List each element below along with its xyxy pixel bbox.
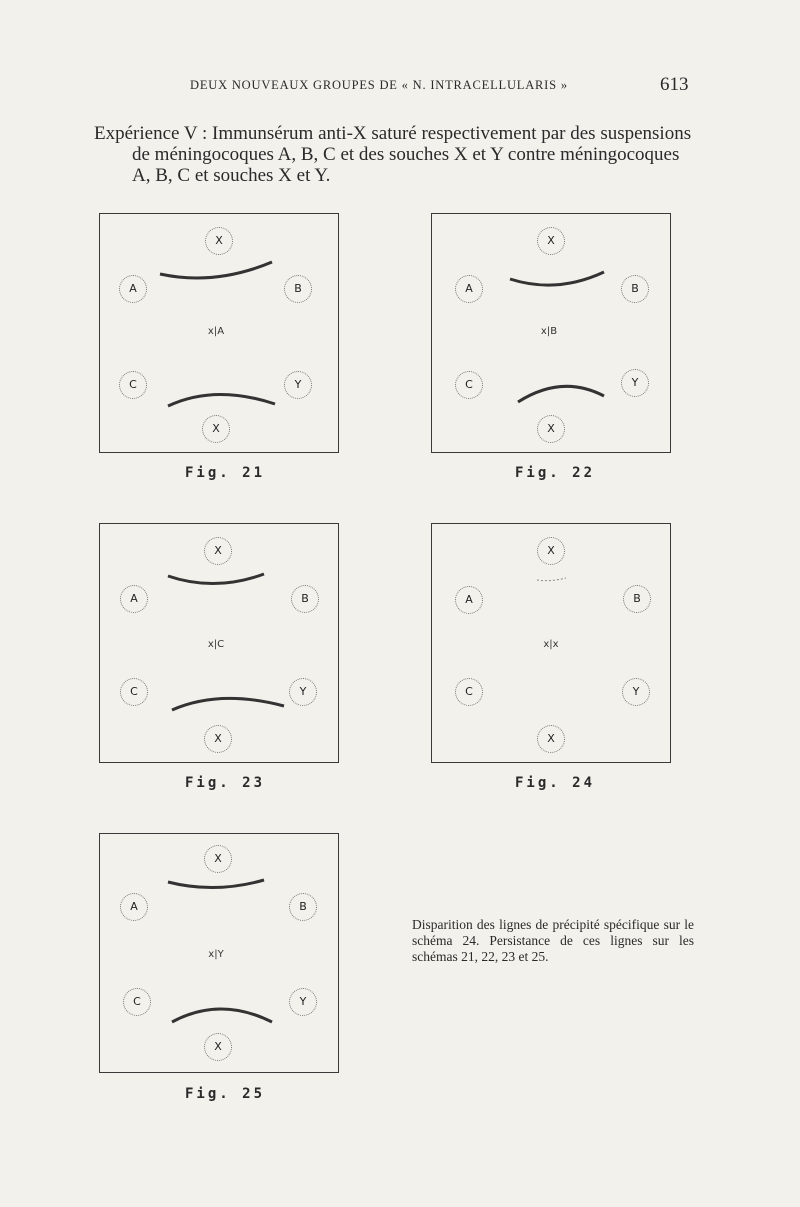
well-lower-right: Y [289, 988, 317, 1016]
well-right: B [623, 585, 651, 613]
well-center: x|x [543, 639, 559, 650]
page-number: 613 [660, 74, 689, 95]
well-lower-right: Y [289, 678, 317, 706]
figure-22-caption: Fig. 22 [515, 465, 596, 481]
upper-precipitin-line [168, 880, 264, 888]
well-top: X [537, 227, 565, 255]
figure-22-diagram [431, 213, 671, 453]
well-lower-left: C [455, 678, 483, 706]
intro-line-2: de méningocoques A, B, C et des souches X et Y contre méningocoques [132, 144, 680, 165]
well-lower-left: C [123, 988, 151, 1016]
well-lower-right: Y [622, 678, 650, 706]
lower-precipitin-line [168, 394, 275, 406]
well-left: A [455, 586, 483, 614]
well-lower-right: Y [284, 371, 312, 399]
well-right: B [621, 275, 649, 303]
well-left: A [119, 275, 147, 303]
well-center: x|Y [208, 949, 224, 960]
figure-24-diagram [431, 523, 671, 763]
running-head: DEUX NOUVEAUX GROUPES DE « N. INTRACELLULARIS » [190, 78, 568, 92]
well-bottom: X [204, 725, 232, 753]
well-left: A [455, 275, 483, 303]
upper-precipitin-line [160, 262, 272, 278]
lower-precipitin-line [172, 1009, 272, 1022]
well-top: X [537, 537, 565, 565]
well-center: x|C [207, 639, 225, 650]
well-center: x|B [540, 326, 558, 337]
well-top: X [204, 537, 232, 565]
figure-21-diagram [99, 213, 339, 453]
figure-25-diagram [99, 833, 339, 1073]
well-lower-left: C [119, 371, 147, 399]
upper-precipitin-line [510, 272, 604, 285]
well-bottom: X [537, 415, 565, 443]
figure-23-diagram [99, 523, 339, 763]
well-top: X [204, 845, 232, 873]
upper-precipitin-line [168, 574, 264, 584]
intro-line-3: A, B, C et souches X et Y. [132, 165, 331, 186]
faint-upper-trace [537, 578, 566, 581]
well-left: A [120, 585, 148, 613]
well-left: A [120, 893, 148, 921]
figure-23-caption: Fig. 23 [185, 775, 266, 791]
well-bottom: X [202, 415, 230, 443]
lower-precipitin-line [518, 386, 604, 402]
well-bottom: X [204, 1033, 232, 1061]
intro-line-1: Expérience V : Immunsérum anti-X saturé respectivement par des suspensions [94, 123, 692, 144]
well-right: B [284, 275, 312, 303]
figure-21-caption: Fig. 21 [185, 465, 266, 481]
lower-precipitin-line [172, 698, 284, 710]
well-top: X [205, 227, 233, 255]
well-right: B [291, 585, 319, 613]
well-lower-left: C [455, 371, 483, 399]
experiment-description [94, 123, 704, 186]
well-lower-right: Y [621, 369, 649, 397]
well-lower-left: C [120, 678, 148, 706]
figure-legend: Disparition des lignes de précipité spécifique sur le schéma 24. Persistance de ces lignes sur les schémas 21, 22, 23 et 25. [412, 917, 694, 964]
figure-25-caption: Fig. 25 [185, 1086, 266, 1102]
figure-24-caption: Fig. 24 [515, 775, 596, 791]
well-center: x|A [207, 326, 225, 337]
well-right: B [289, 893, 317, 921]
well-bottom: X [537, 725, 565, 753]
